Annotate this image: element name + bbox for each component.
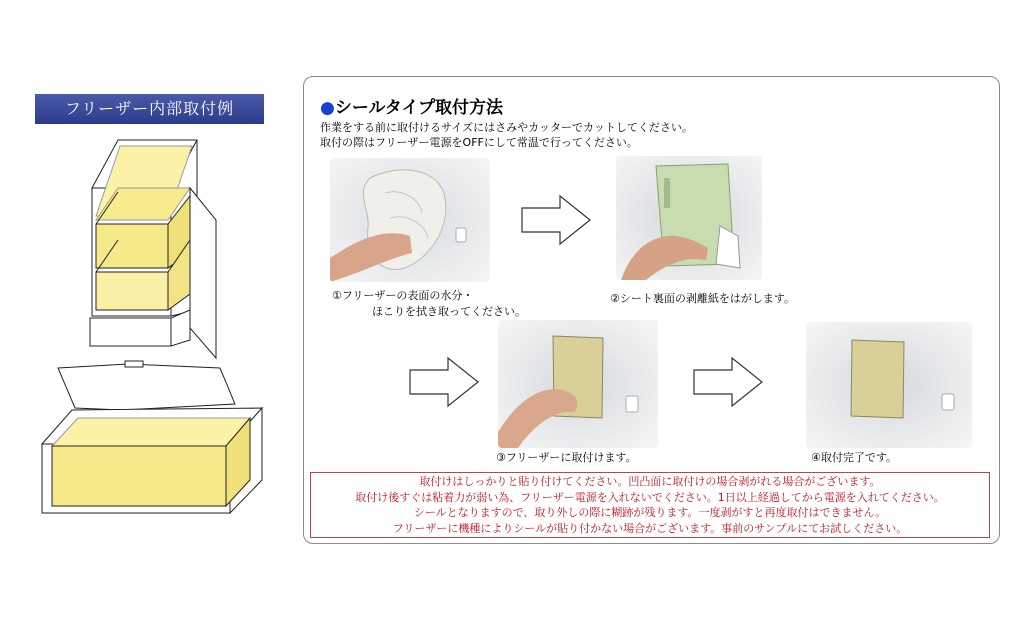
bullet-icon: ● [320, 98, 335, 118]
caption-line: ④取付完了です。 [811, 451, 897, 464]
caption-line: ほこりを拭き取ってください。 [372, 305, 526, 318]
arrow-right-icon [408, 356, 480, 408]
heading-text: シールタイプ取付方法 [334, 98, 503, 118]
notice-line: フリーザーに機種によりシールが貼り付かない場合がございます。事前のサンプルにてお試しください。 [392, 521, 908, 535]
step1-caption [332, 288, 526, 320]
notice-line: 取付け後すぐは粘着力が弱い為、フリーザー電源を入れないでください。1日以上経過してから電源を入れてください。 [355, 490, 945, 504]
arrow-right-icon [692, 356, 764, 408]
notice-line: 取付けはしっかりと貼り付けてください。凹凸面に取付けの場合剥がれる場合がございます。 [419, 475, 881, 488]
step2-caption [610, 291, 795, 307]
upright-freezer [90, 140, 216, 358]
caption-line: ②シート裏面の剥離紙をはがします。 [610, 292, 795, 305]
step4-caption [811, 450, 897, 466]
section-title: フリーザー内部取付例 [35, 94, 264, 124]
intro-line: 取付の際はフリーザー電源をOFFにして常温で行ってください。 [320, 136, 638, 149]
step3-caption [496, 450, 637, 466]
intro-line: 作業をする前に取付けるサイズにはさみやカッターでカットしてください。 [320, 121, 693, 134]
caption-line: ①フリーザーの表面の水分・ [332, 289, 474, 302]
step3-photo [498, 320, 658, 448]
notice-box [310, 472, 990, 538]
chest-freezer [42, 361, 262, 513]
caption-line: ③フリーザーに取付けます。 [496, 451, 637, 464]
step2-photo [616, 156, 762, 280]
freezer-illustration [30, 128, 270, 528]
notice-line: シールとなりますので、取り外しの際に糊跡が残ります。一度剥がすと再度取付はできません。 [413, 506, 887, 519]
step1-photo [330, 158, 490, 282]
intro-text [320, 120, 693, 150]
page-title [320, 93, 503, 118]
arrow-right-icon [520, 194, 592, 246]
step4-photo [806, 322, 972, 448]
